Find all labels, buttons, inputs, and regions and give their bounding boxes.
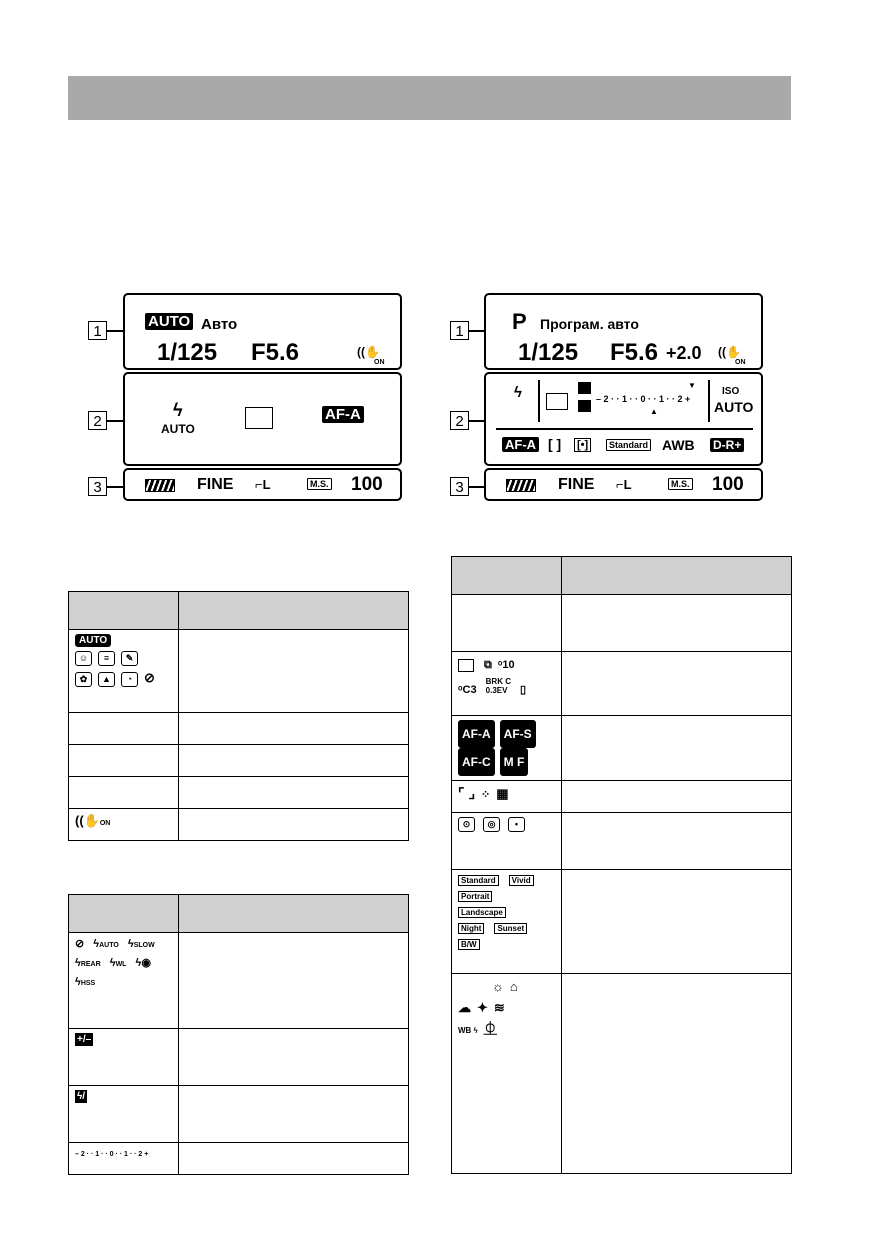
flash-auto-icon: ϟAUTO — [93, 938, 119, 950]
flash-wl-icon: ϟWL — [109, 957, 127, 969]
meaning-cell — [179, 1086, 409, 1143]
single-drive-icon — [458, 659, 474, 672]
meaning-cell — [179, 745, 409, 777]
lcd-right-section1 — [484, 293, 763, 370]
battery-icon — [506, 479, 536, 492]
af-mode-badge: AF-A — [502, 437, 539, 452]
callout-1-left: 1 — [88, 321, 107, 340]
af-modes-cell — [452, 716, 562, 781]
multi-metering-icon: ⊙ — [458, 817, 475, 832]
table-section2-icons — [68, 894, 409, 1175]
meaning-cell — [562, 716, 792, 781]
meaning-cell — [179, 713, 409, 745]
meaning-cell — [179, 809, 409, 841]
meaning-cell — [179, 933, 409, 1029]
portrait-icon: ☺ — [75, 651, 92, 666]
spot-metering-icon: • — [508, 817, 525, 832]
flower-icon: ✿ — [75, 672, 92, 687]
landscape-scene-icon: ≡ — [98, 651, 115, 666]
ev-comp-icon: +/– — [77, 1034, 92, 1045]
ev-scale-cell — [69, 1143, 179, 1175]
callout-leader — [107, 330, 124, 332]
continuous-drive-icon: ⧉ — [484, 659, 492, 671]
self-timer-c3-icon: ᵒC3 — [458, 684, 477, 696]
sports-icon: ◔ — [121, 672, 138, 687]
style-vivid: Vivid — [509, 875, 534, 886]
media-icon: M.S. — [307, 478, 332, 490]
af-s-tag: AF-S — [500, 720, 536, 748]
self-timer-10-icon: ᵒ10 — [497, 659, 515, 671]
ev-marker-bottom: ▲ — [650, 407, 658, 416]
metering-icon: [•] — [574, 438, 591, 452]
ev-cell — [69, 1029, 179, 1086]
lcd-left-section3 — [123, 468, 402, 501]
mode-letter: P — [512, 309, 527, 334]
flash-rear-icon: ϟREAR — [75, 957, 101, 969]
style-bw: B/W — [458, 939, 480, 950]
meaning-cell — [562, 781, 792, 813]
fluorescent-icon: ≋ — [493, 1000, 505, 1015]
blank-cell — [452, 595, 562, 652]
af-a-tag: AF-A — [458, 720, 495, 748]
dro-badge: D-R+ — [710, 438, 744, 452]
shutter-speed: 1/125 — [518, 339, 579, 366]
remote-icon: ▯ — [520, 684, 527, 696]
shutter-cell — [69, 713, 179, 745]
mode-name: Авто — [201, 316, 238, 333]
steadyshot-on: ON — [99, 820, 111, 827]
table-header-display — [69, 592, 179, 630]
meaning-cell — [179, 777, 409, 809]
ev-scale: – 2 · · 1 · · 0 · · 1 · · 2 + — [75, 1151, 149, 1158]
style-night: Night — [458, 923, 484, 934]
creative-style-cell — [452, 870, 562, 974]
style-sunset: Sunset — [494, 923, 527, 934]
divider — [538, 380, 540, 422]
shutter-speed: 1/125 — [157, 339, 218, 366]
af-area-icon: [ ] — [548, 436, 562, 452]
aperture-cell — [69, 745, 179, 777]
red-eye-icon: ϟ◉ — [135, 957, 151, 969]
table-header-display — [452, 557, 562, 595]
af-mode-badge: AF-A — [322, 406, 364, 423]
single-shot-icon — [546, 393, 568, 410]
steadyshot-cell — [69, 809, 179, 841]
flash-icon: ϟ — [514, 384, 522, 401]
af-area-cell — [452, 781, 562, 813]
single-shot-icon — [245, 407, 273, 429]
meaning-cell — [179, 1029, 409, 1086]
af-c-tag: AF-C — [458, 748, 495, 776]
flash-ev-icon — [578, 400, 591, 412]
flash-modes-cell — [69, 933, 179, 1029]
flash-auto-label: AUTO — [161, 422, 195, 436]
mode-icons-cell — [69, 630, 179, 713]
table-header-meaning — [562, 557, 792, 595]
lcd-left-section2 — [123, 372, 402, 466]
style-landscape: Landscape — [458, 907, 506, 918]
media-icon: M.S. — [668, 478, 693, 490]
steadyshot-on: ON — [735, 359, 746, 366]
spot-area-icon: ⁘ — [481, 789, 491, 801]
meaning-cell — [562, 813, 792, 870]
metering-cell — [452, 813, 562, 870]
callout-leader — [107, 420, 124, 422]
table-header-meaning — [179, 895, 409, 933]
ev-marker-top: ▼ — [688, 381, 696, 390]
flash-hss-icon: ϟHSS — [75, 976, 96, 988]
steadyshot-icon: ((✋ — [75, 813, 100, 828]
flash-wb-icon: WB ϟ — [458, 1026, 478, 1035]
lcd-right-section2 — [484, 372, 763, 466]
callout-leader — [469, 420, 485, 422]
style-portrait: Portrait — [458, 891, 492, 902]
shots-remaining: 100 — [712, 474, 744, 495]
lcd-left-section1 — [123, 293, 402, 370]
image-size: ⌐L — [616, 477, 632, 492]
callout-3-left: 3 — [88, 477, 107, 496]
custom-wb-icon: ⏂ — [483, 1021, 497, 1036]
callout-leader — [469, 486, 485, 488]
table-header-display — [69, 895, 179, 933]
auto-mode-icon: AUTO — [75, 634, 111, 647]
style-standard: Standard — [458, 875, 499, 886]
image-quality: FINE — [558, 476, 595, 493]
iso-label: ISO — [722, 386, 740, 397]
callout-2-left: 2 — [88, 411, 107, 430]
table-section1-icons — [68, 591, 409, 841]
meaning-cell — [562, 870, 792, 974]
mode-name: Програм. авто — [540, 316, 639, 332]
flash-slow-icon: ϟSLOW — [127, 938, 155, 950]
creative-style: Standard — [606, 439, 651, 451]
drive-modes-cell — [452, 652, 562, 716]
meaning-cell — [562, 595, 792, 652]
table-header-meaning — [179, 592, 409, 630]
mode-badge: AUTO — [145, 313, 193, 330]
flash-ev-cell — [69, 1086, 179, 1143]
callout-2-right: 2 — [450, 411, 469, 430]
mountain-icon: ▲ — [98, 672, 115, 687]
callout-3-right: 3 — [450, 477, 469, 496]
callout-1-right: 1 — [450, 321, 469, 340]
image-size: ⌐L — [255, 477, 271, 492]
section-header-bar — [68, 76, 791, 120]
macro-icon: ✎ — [121, 651, 138, 666]
steadyshot-icon: ((✋ — [718, 345, 741, 359]
meaning-cell — [179, 630, 409, 713]
tungsten-icon: ✦ — [477, 1000, 488, 1015]
aperture: F5.6 — [251, 339, 300, 366]
cloudy-icon: ☁ — [458, 1000, 471, 1015]
flash-off-icon: ⊘ — [75, 938, 85, 950]
iso-value: AUTO — [714, 399, 754, 415]
lcd-right-section3 — [484, 468, 763, 501]
callout-leader — [469, 330, 485, 332]
divider — [708, 380, 710, 422]
center-metering-icon: ◎ — [483, 817, 500, 832]
callout-leader — [107, 486, 124, 488]
flash-off-icon: ⊘ — [144, 670, 155, 685]
exposure-compensation: +2.0 — [666, 343, 702, 363]
local-area-icon: ▦ — [496, 786, 509, 801]
meaning-cell — [562, 652, 792, 716]
aperture: F5.6 — [610, 339, 659, 366]
divider — [496, 428, 753, 430]
daylight-icon: ☼ — [492, 979, 504, 994]
wide-area-icon: ⌜ ⌟ — [458, 785, 476, 801]
mf-tag: M F — [500, 748, 529, 776]
meaning-cell — [562, 974, 792, 1174]
white-balance-cell — [452, 974, 562, 1174]
bracket-icon: BRK C 0.3EV — [485, 677, 511, 695]
table-section2-right-icons — [451, 556, 792, 1174]
steadyshot-icon: ((✋ — [357, 345, 380, 359]
image-quality: FINE — [197, 476, 234, 493]
flash-comp-icon: ϟ/ — [77, 1091, 86, 1102]
ev-scale: – 2 · · 1 · · 0 · · 1 · · 2 + — [596, 394, 691, 404]
shade-icon: ⌂ — [509, 979, 518, 994]
shots-remaining: 100 — [351, 474, 383, 495]
steadyshot-on: ON — [374, 359, 385, 366]
flash-icon: ϟ — [173, 400, 183, 420]
white-balance: AWB — [662, 437, 695, 453]
blank-cell — [69, 777, 179, 809]
ev-icon — [578, 382, 591, 394]
meaning-cell — [179, 1143, 409, 1175]
battery-icon — [145, 479, 175, 492]
